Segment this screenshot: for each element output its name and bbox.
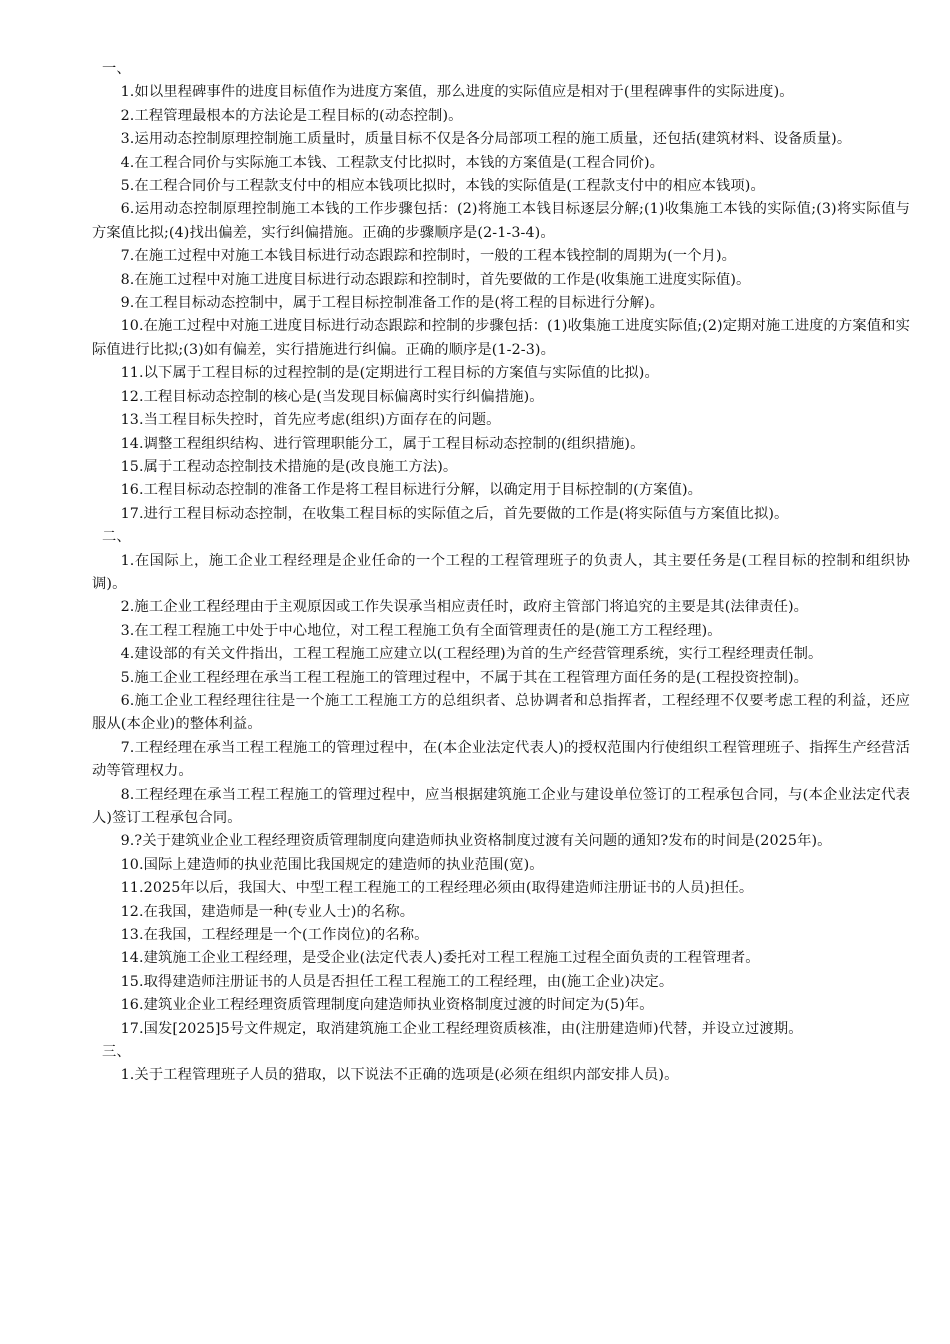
question-item: 8.在施工过程中对施工进度目标进行动态跟踪和控制时，首先要做的工作是(收集施工进度实际值)。 bbox=[120, 271, 751, 288]
question-item: 16.工程目标动态控制的准备工作是将工程目标进行分解，以确定用于目标控制的(方案值)。 bbox=[120, 482, 703, 499]
question-item: 17.进行工程目标动态控制，在收集工程目标的实际值之后，首先要做的工作是(将实际值与方案值比拟)。 bbox=[120, 505, 789, 522]
question-item: 14.调整工程组织结构、进行管理职能分工，属于工程目标动态控制的(组织措施)。 bbox=[120, 435, 645, 452]
question-item: 10.国际上建造师的执业范围比我国规定的建造师的执业范围(宽)。 bbox=[120, 856, 544, 873]
question-item: 8.工程经理在承当工程工程施工的管理过程中，应当根据建筑施工企业与建设单位签订的工程承包合同，与(本企业法定代表人)签订工程承包合同。 bbox=[92, 786, 910, 826]
question-item: 1.在国际上，施工企业工程经理是企业任命的一个工程的工程管理班子的负责人，其主要任务是(工程目标的控制和组织协调)。 bbox=[92, 552, 910, 592]
question-item: 10.在施工过程中对施工进度目标进行动态跟踪和控制的步骤包括：(1)收集施工进度实际值;(2)定期对施工进度的方案值和实际值进行比拟;(3)如有偏差，实行措施进行纠偏。正确的顺序是(1-2-3)。 bbox=[92, 318, 910, 358]
question-item: 9.在工程目标动态控制中，属于工程目标控制准备工作的是(将工程的目标进行分解)。 bbox=[120, 295, 665, 312]
question-item: 11.2025年以后，我国大、中型工程工程施工的工程经理必须由(取得建造师注册证书的人员)担任。 bbox=[120, 880, 754, 897]
question-item: 15.属于工程动态控制技术措施的是(改良施工方法)。 bbox=[120, 458, 458, 475]
question-item: 7.在施工过程中对施工本钱目标进行动态跟踪和控制时，一般的工程本钱控制的周期为(一个月)。 bbox=[120, 248, 737, 265]
question-item: 3.运用动态控制原理控制施工质量时，质量目标不仅是各分局部项工程的施工质量，还包括(建筑材料、设备质量)。 bbox=[120, 131, 852, 148]
question-item: 4.在工程合同价与实际施工本钱、工程款支付比拟时，本钱的方案值是(工程合同价)。 bbox=[120, 154, 665, 171]
question-item: 5.在工程合同价与工程款支付中的相应本钱项比拟时，本钱的实际值是(工程款支付中的相应本钱项)。 bbox=[120, 178, 765, 195]
question-item: 2.施工企业工程经理由于主观原因或工作失误承当相应责任时，政府主管部门将追究的主要是其(法律责任)。 bbox=[120, 599, 809, 616]
question-item: 6.运用动态控制原理控制施工本钱的工作步骤包括：(2)将施工本钱目标逐层分解;(1)收集施工本钱的实际值;(3)将实际值与方案值比拟;(4)找出偏差，实行纠偏措施。正确的步骤顺序是(2-1-3-4)。 bbox=[92, 201, 910, 241]
question-item: 6.施工企业工程经理往往是一个施工工程施工方的总组织者、总协调者和总指挥者，工程经理不仅要考虑工程的利益，还应服从(本企业)的整体利益。 bbox=[92, 692, 910, 733]
question-item: 4.建设部的有关文件指出，工程工程施工应建立以(工程经理)为首的生产经营管理系统，实行工程经理责任制。 bbox=[120, 646, 823, 663]
section-2 bbox=[92, 526, 910, 1041]
question-item: 1.如以里程碑事件的进度目标值作为进度方案值，那么进度的实际值应是相对于(里程碑事件的实际进度)。 bbox=[120, 84, 794, 101]
question-item: 1.关于工程管理班子人员的猎取，以下说法不正确的选项是(必须在组织内部安排人员)。 bbox=[120, 1067, 679, 1084]
question-item: 17.国发[2025]5号文件规定，取消建筑施工企业工程经理资质核准，由(注册建造师)代替，并设立过渡期。 bbox=[120, 1020, 803, 1037]
question-item: 3.在工程工程施工中处于中心地位，对工程工程施工负有全面管理责任的是(施工方工程经理)。 bbox=[120, 622, 722, 639]
question-item: 12.在我国，建造师是一种(专业人士)的名称。 bbox=[120, 903, 415, 920]
question-item: 5.施工企业工程经理在承当工程工程施工的管理过程中，不属于其在工程管理方面任务的是(工程投资控制)。 bbox=[120, 669, 809, 686]
question-item: 15.取得建造师注册证书的人员是否担任工程工程施工的工程经理，由(施工企业)决定。 bbox=[120, 973, 674, 990]
section-heading: 一、 bbox=[102, 61, 131, 77]
question-item: 2.工程管理最根本的方法论是工程目标的(动态控制)。 bbox=[120, 107, 463, 124]
document-page bbox=[92, 58, 910, 1088]
question-item: 9.?关于建筑业企业工程经理资质管理制度向建造师执业资格制度过渡有关问题的通知?发布的时间是(2025年)。 bbox=[120, 833, 832, 850]
question-item: 12.工程目标动态控制的核心是(当发现目标偏离时实行纠偏措施)。 bbox=[120, 388, 544, 405]
question-item: 14.建筑施工企业工程经理，是受企业(法定代表人)委托对工程工程施工过程全面负责的工程管理者。 bbox=[120, 950, 760, 967]
section-3 bbox=[92, 1041, 910, 1088]
question-item: 16.建筑业企业工程经理资质管理制度向建造师执业资格制度过渡的时间定为(5)年。 bbox=[120, 997, 654, 1014]
question-item: 13.当工程目标失控时，首先应考虑(组织)方面存在的问题。 bbox=[120, 412, 501, 429]
section-heading: 二、 bbox=[102, 529, 131, 546]
question-item: 7.工程经理在承当工程工程施工的管理过程中，在(本企业法定代表人)的授权范围内行使组织工程管理班子、指挥生产经营活动等管理权力。 bbox=[92, 739, 910, 780]
section-1 bbox=[92, 58, 910, 526]
section-heading: 三、 bbox=[102, 1044, 131, 1061]
question-item: 11.以下属于工程目标的过程控制的是(定期进行工程目标的方案值与实际值的比拟)。 bbox=[120, 365, 659, 382]
question-item: 13.在我国，工程经理是一个(工作岗位)的名称。 bbox=[120, 927, 429, 944]
